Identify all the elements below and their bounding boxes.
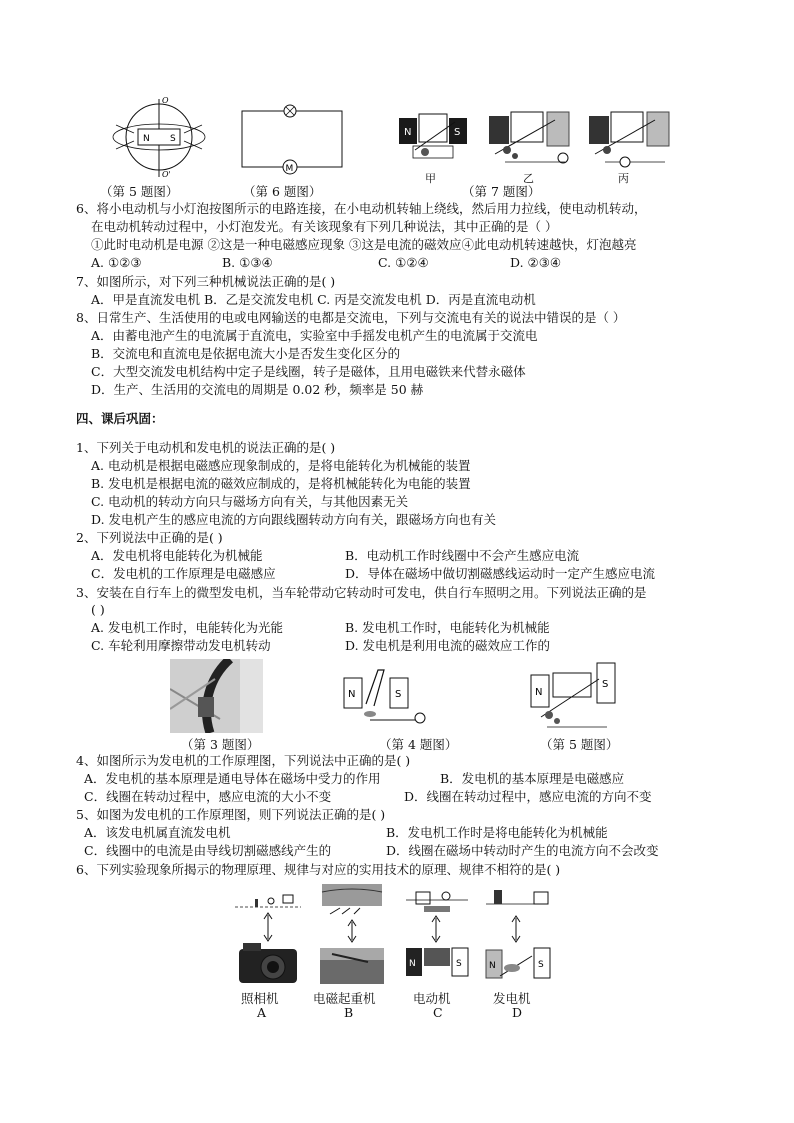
figure-3-caption: （第 3 题图） [181, 737, 260, 752]
svg-text:O': O' [162, 170, 171, 179]
p1-option-a: A. 电动机是根据电磁感应现象制成的，是将电能转化为机械能的装置 [91, 458, 471, 473]
svg-text:S: S [538, 960, 544, 970]
p1-option-d: D. 发电机产生的感应电流的方向跟线圈转动方向有关，跟磁场方向也有关 [91, 512, 497, 527]
q6-option-c: C. ①②④ [378, 255, 429, 270]
figure-7-machine-yi [485, 100, 575, 170]
svg-text:N: N [409, 959, 416, 969]
svg-text:S: S [454, 127, 461, 138]
q7-stem: 7、如图所示，对下列三种机械说法正确的是( ) [76, 274, 336, 289]
svg-text:N: N [143, 134, 150, 144]
figure-4-caption: （第 4 题图） [379, 737, 458, 752]
figure-6-caption: （第 6 题图） [243, 184, 322, 199]
q6-option-b: B. ①③④ [222, 255, 273, 270]
figure-5-caption-mid: （第 5 题图） [540, 737, 619, 752]
p6-label-b: 电磁起重机 [313, 991, 376, 1006]
p4-option-a: A．发电机的基本原理是通电导体在磁场中受力的作用 [84, 771, 381, 786]
q8-option-a: A．由蓄电池产生的电流属于直流电，实验室中手摇发电机产生的电流属于交流电 [91, 328, 538, 343]
p6-figure-b-crane [318, 882, 386, 988]
figure-6-circuit [238, 103, 348, 175]
figure-5-caption: （第 5 题图） [100, 184, 179, 199]
p2-stem: 2、下列说法中正确的是( ) [76, 530, 223, 545]
svg-text:S: S [602, 679, 609, 690]
p4-option-d: D．线圈在转动过程中，感应电流的方向不变 [404, 789, 652, 804]
p2-option-d: D．导体在磁场中做切割磁感线运动时一定产生感应电流 [345, 566, 656, 581]
q8-option-d: D．生产、生活用的交流电的周期是 0.02 秒，频率是 50 赫 [91, 382, 424, 397]
p3-stem-line1: 3、安装在自行车上的微型发电机，当车轮带动它转动时可发电，供自行车照明之用。下列说法正确的是 [76, 585, 647, 600]
p6-letter-a: A [257, 1005, 267, 1020]
p6-figure-d-generator [482, 882, 554, 988]
section-4-title: 四、课后巩固： [76, 411, 164, 426]
p1-stem: 1、下列关于电动机和发电机的说法正确的是( ) [76, 440, 336, 455]
figure-7-label-yi: 乙 [523, 172, 534, 185]
figure-4-generator-diagram [340, 664, 440, 732]
figure-7-machine-jia [395, 100, 475, 170]
p3-option-b: B. 发电机工作时，电能转化为机械能 [345, 620, 550, 635]
figure-7-caption: （第 7 题图） [462, 184, 541, 199]
p6-letter-d: D [512, 1005, 523, 1020]
figure-7-label-jia: 甲 [425, 172, 436, 185]
p6-label-d: 发电机 [493, 991, 531, 1006]
p5-option-c: C．线圈中的电流是由导线切割磁感线产生的 [84, 843, 332, 858]
svg-text:S: S [456, 959, 462, 969]
svg-text:N: N [489, 961, 496, 971]
svg-text:S: S [395, 689, 402, 700]
p5-option-a: A．该发电机属直流发电机 [84, 825, 231, 840]
p4-option-c: C．线圈在转动过程中，感应电流的大小不变 [84, 789, 332, 804]
figure-5-magnet-field [112, 95, 207, 180]
p4-option-b: B．发电机的基本原理是电磁感应 [440, 771, 625, 786]
figure-7-label-bing: 丙 [618, 172, 629, 185]
p6-figure-a-camera [233, 885, 303, 988]
q8-stem: 8、日常生产、生活使用的电或电网输送的电都是交流电，下列与交流电有关的说法中错误的是（ ） [76, 310, 626, 325]
p2-option-b: B．电动机工作时线圈中不会产生感应电流 [345, 548, 580, 563]
q8-option-b: B．交流电和直流电是依据电流大小是否发生变化区分的 [91, 346, 401, 361]
p5-stem: 5、如图为发电机的工作原理图，则下列说法正确的是( ) [76, 807, 386, 822]
svg-text:S: S [170, 134, 176, 144]
p6-letter-b: B [344, 1005, 354, 1020]
p6-label-c: 电动机 [413, 991, 451, 1006]
p5-option-d: D．线圈在磁场中转动时产生的电流方向不会改变 [386, 843, 659, 858]
p4-stem: 4、如图所示为发电机的工作原理图，下列说法中正确的是( ) [76, 753, 411, 768]
p3-option-c: C. 车轮利用摩擦带动发电机转动 [91, 638, 271, 653]
q7-options: A．甲是直流发电机 B．乙是交流发电机 C. 丙是交流发电机 D．丙是直流电动机 [91, 292, 536, 307]
svg-text:N: N [535, 687, 543, 698]
p6-letter-c: C [433, 1005, 443, 1020]
p2-option-a: A．发电机将电能转化为机械能 [91, 548, 263, 563]
p6-figure-c-motor [402, 882, 472, 988]
p3-option-d: D. 发电机是利用电流的磁效应工作的 [345, 638, 551, 653]
svg-text:N: N [404, 127, 412, 138]
p6-label-a: 照相机 [241, 991, 279, 1006]
p5-option-b: B．发电机工作时是将电能转化为机械能 [386, 825, 608, 840]
figure-3-bicycle-generator-photo [170, 659, 263, 733]
svg-text:N: N [348, 689, 356, 700]
svg-text:M: M [285, 164, 294, 174]
q8-option-c: C．大型交流发电机结构中定子是线圈，转子是磁体，且用电磁铁来代替永磁体 [91, 364, 526, 379]
p1-option-b: B. 发电机是根据电流的磁效应制成的，是将机械能转化为电能的装置 [91, 476, 471, 491]
p3-stem-line2: ( ) [91, 602, 105, 617]
q6-stem-line1: 6、将小电动机与小灯泡按图所示的电路连接，在小电动机转轴上绕线，然后用力拉线，使电动机转动， [76, 201, 647, 216]
p2-option-c: C．发电机的工作原理是电磁感应 [91, 566, 276, 581]
q6-statements: ①此时电动机是电源 ②这是一种电磁感应现象 ③这是电流的磁效应④此电动机转速越快，灯泡越亮 [91, 237, 637, 252]
p3-option-a: A. 发电机工作时，电能转化为光能 [91, 620, 283, 635]
q6-option-a: A. ①②③ [91, 255, 142, 270]
svg-text:O: O [162, 96, 169, 105]
p1-option-c: C. 电动机的转动方向只与磁场方向有关，与其他因素无关 [91, 494, 409, 509]
q6-option-d: D. ②③④ [510, 255, 562, 270]
q6-stem-line2: 在电动机转动过程中，小灯泡发光。有关该现象有下列几种说法，其中正确的是（ ） [91, 219, 558, 234]
figure-7-machine-bing [585, 100, 675, 170]
p6-stem: 6、下列实验现象所揭示的物理原理、规律与对应的实用技术的原理、规律不相符的是( ) [76, 862, 561, 877]
figure-5-generator-diagram [527, 655, 622, 733]
